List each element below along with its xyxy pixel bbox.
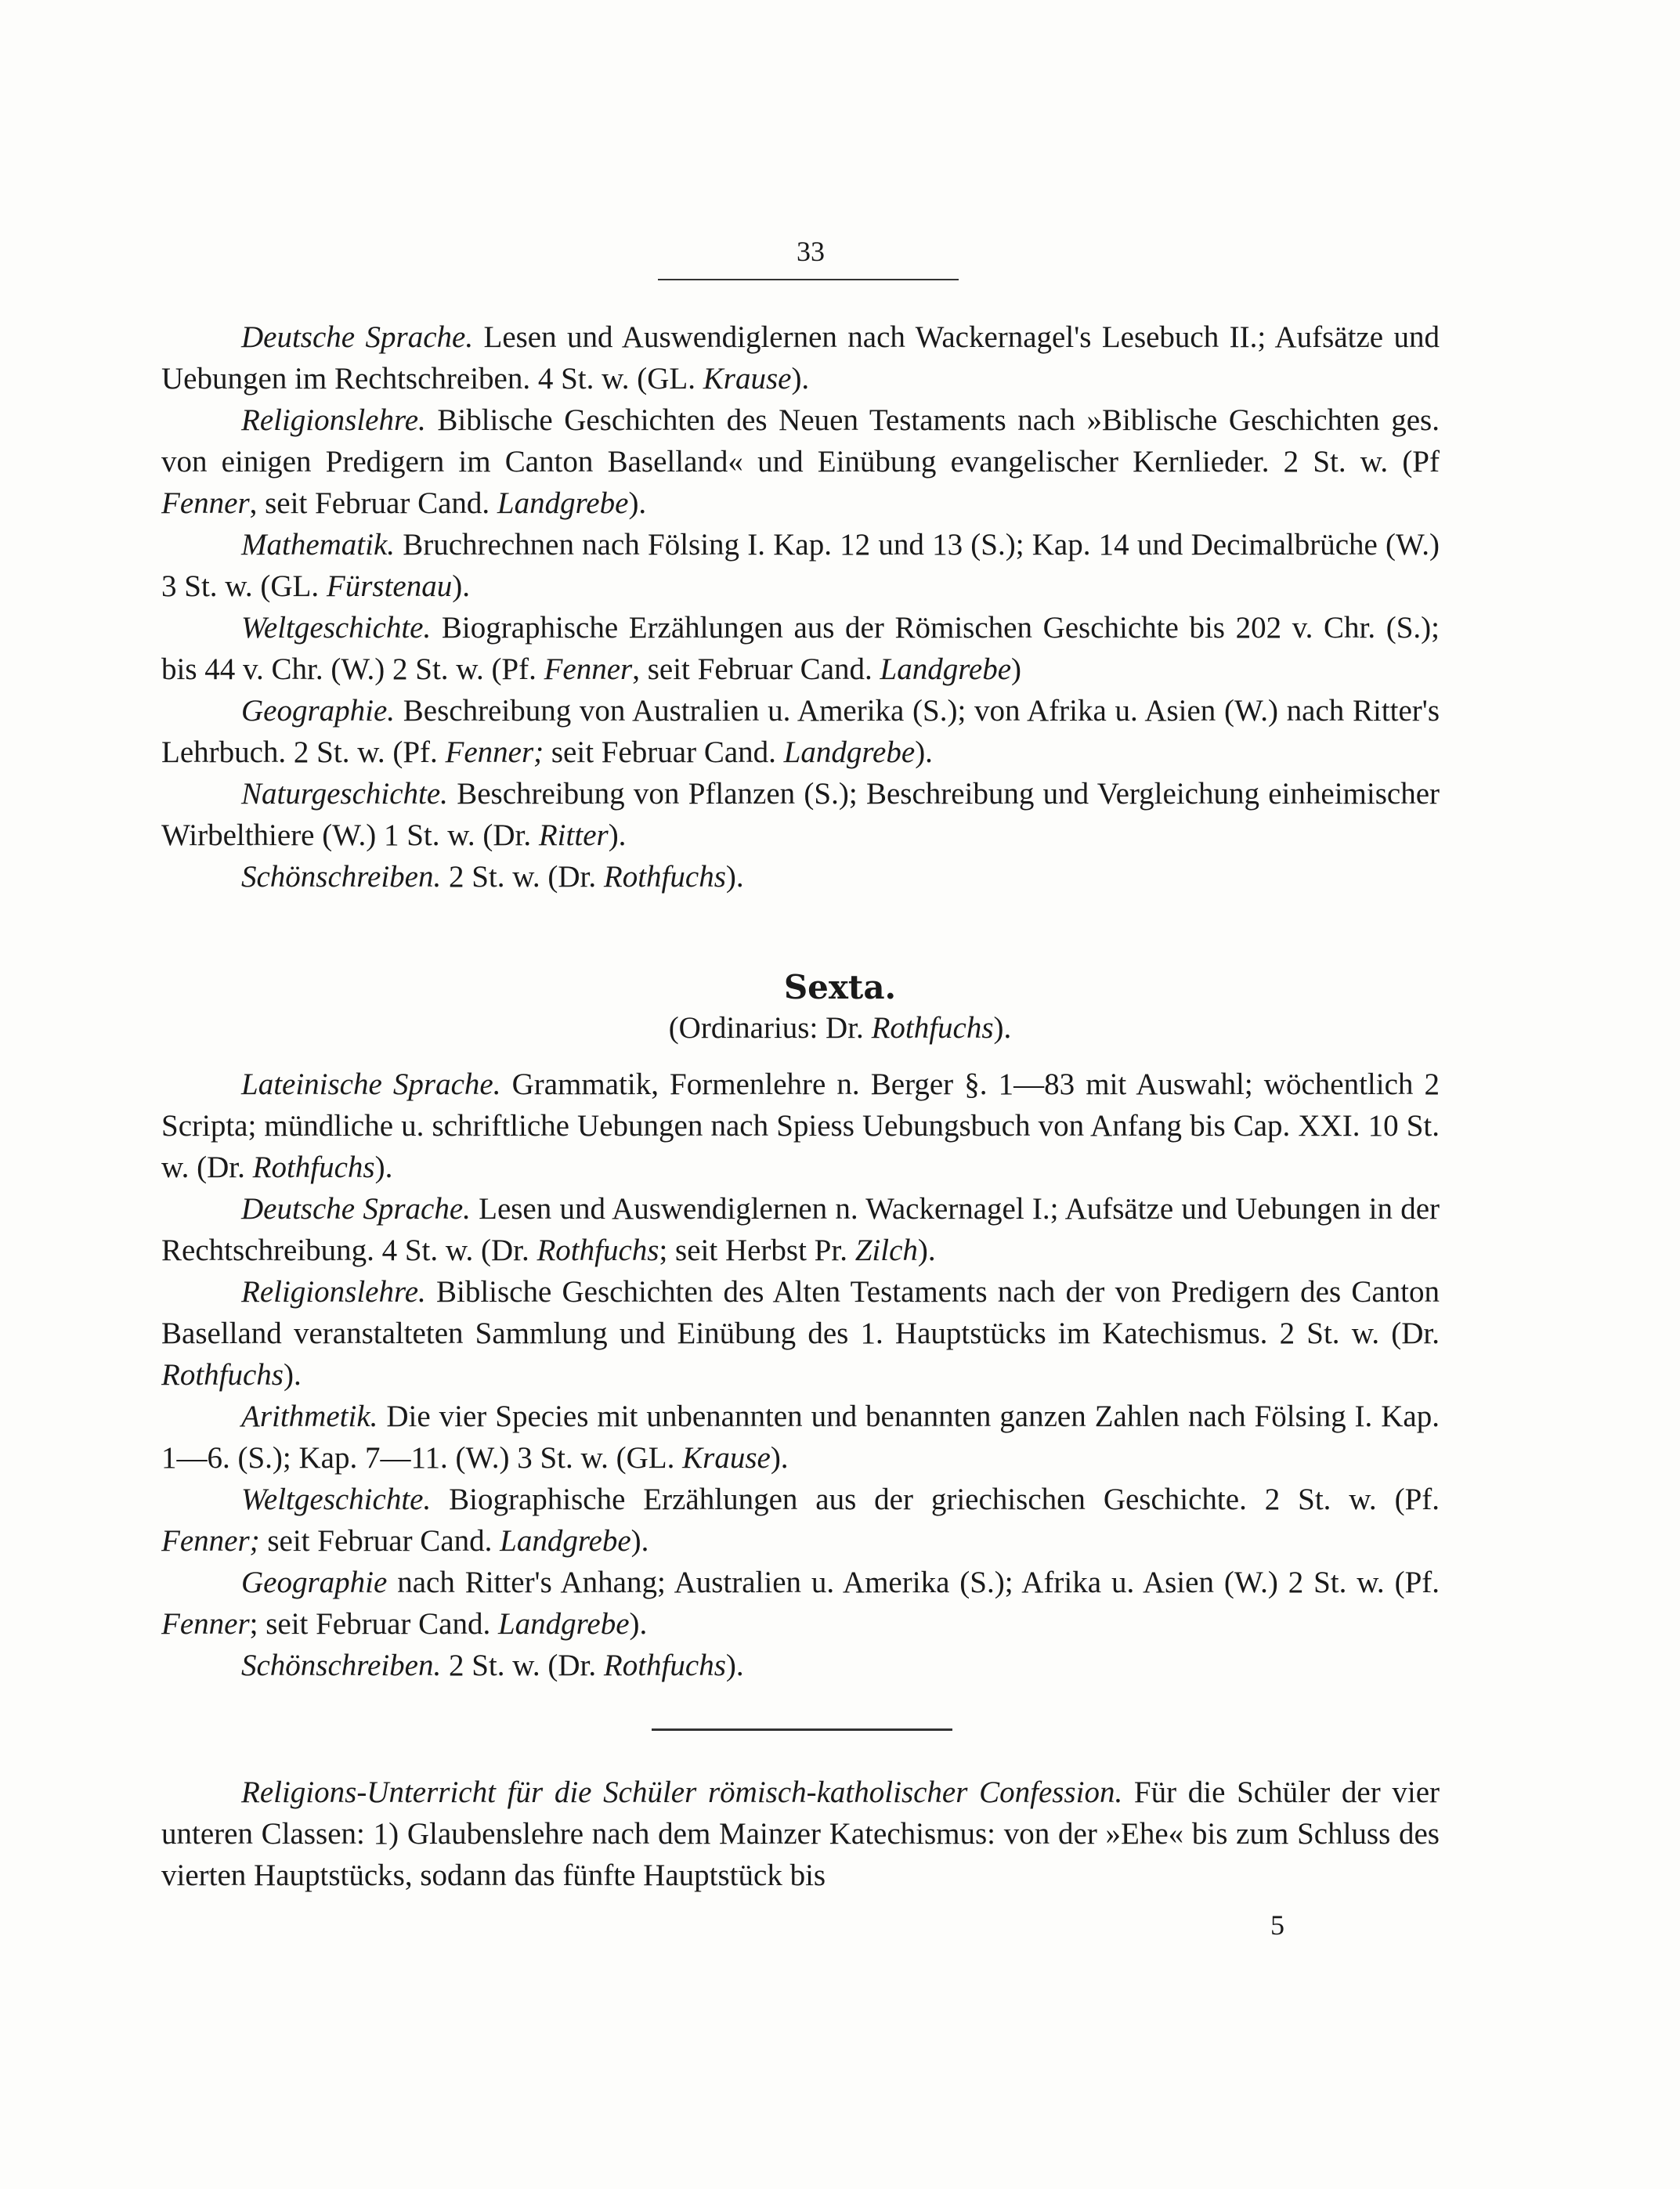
entry-text: Die vier Species mit unbenannten und benannten ganzen Zahlen nach Fölsing I. Kap. 1—6. (S.); Kap. 7—11. (W.) 3 St. w. (GL. <box>161 1400 1440 1475</box>
entry-text: Lesen und Auswendiglernen nach Wackernagel's Lesebuch II.; Aufsätze und Uebungen im Rechtschreiben. 4 St. w. (GL. <box>161 320 1440 396</box>
entry-tail: ). <box>374 1150 393 1184</box>
subject-label: Deutsche Sprache. <box>241 1192 471 1226</box>
teacher-name: Fenner; <box>161 1524 260 1558</box>
catholic-religion-section <box>161 1772 1440 1896</box>
entry-text: Biblische Geschichten des Alten Testaments nach der von Predigern des Canton Baselland veranstalteten Sammlung und Einübung des 1. Hauptstücks im Katechismus. 2 St. w. (Dr. <box>161 1275 1440 1350</box>
entry-tail: ). <box>791 362 810 396</box>
teacher-name: Fenner; <box>445 735 544 769</box>
signature-mark: 5 <box>1270 1909 1284 1941</box>
entry-text: 2 St. w. (Dr. <box>441 1649 604 1682</box>
entry-mid: ; seit Februar Cand. <box>249 1607 498 1641</box>
teacher-name: Rothfuchs <box>537 1234 659 1267</box>
curriculum-entry <box>161 607 1440 690</box>
section-divider <box>652 1728 952 1731</box>
section-heading-sexta: Sexta. <box>783 968 897 1006</box>
entry-tail: ). <box>915 735 933 769</box>
teacher-name: Ritter <box>538 818 609 852</box>
teacher-name: Fenner <box>161 1607 250 1641</box>
entry-tail: ). <box>917 1234 936 1267</box>
page-number: 33 <box>797 236 825 267</box>
entry-text: Biographische Erzählungen aus der griechischen Geschichte. 2 St. w. (Pf. <box>431 1483 1440 1516</box>
sexta-curriculum <box>161 1064 1440 1686</box>
teacher-name: Rothfuchs <box>252 1150 375 1184</box>
subject-label: Deutsche Sprache. <box>241 320 474 354</box>
teacher-name: Krause <box>682 1441 771 1475</box>
entry-tail: ). <box>770 1441 789 1475</box>
subject-label: Weltgeschichte. <box>241 1483 432 1516</box>
class-five-curriculum <box>161 316 1440 898</box>
entry-mid: ; seit Herbst Pr. <box>659 1234 855 1267</box>
ordinarius-name: Rothfuchs <box>871 1011 994 1045</box>
entry-text: Lesen und Auswendiglernen n. Wackernagel I.; Aufsätze und Uebungen in der Rechtschreibung. 4 St. w. (Dr. <box>161 1192 1440 1267</box>
teacher-name-2: Zilch <box>854 1234 918 1267</box>
curriculum-entry <box>161 1562 1440 1645</box>
subject-label: Arithmetik. <box>241 1400 378 1433</box>
curriculum-entry <box>161 1064 1440 1188</box>
entry-text: Für die Schüler der vier unteren Classen: 1) Glaubenslehre nach dem Mainzer Katechismus: von der »Ehe« bis zum Schluss des vierten Hauptstücks, sodann das fünfte Hauptstück bis <box>161 1775 1440 1892</box>
entry-mid: seit Februar Cand. <box>259 1524 500 1558</box>
entry-text: Biographische Erzählungen aus der Römischen Geschichte bis 202 v. Chr. (S.); bis 44 v. Chr. (W.) 2 St. w. (Pf. <box>161 611 1440 686</box>
curriculum-entry <box>161 1188 1440 1271</box>
teacher-name-2: Landgrebe <box>783 735 916 769</box>
teacher-name: Rothfuchs <box>603 1649 726 1682</box>
teacher-name: Rothfuchs <box>603 860 726 894</box>
entry-text: Biblische Geschichten des Neuen Testaments nach »Biblische Geschichten ges. von einigen Predigern im Canton Baselland« und Einübung evangelischer Kernlieder. 2 St. w. (Pf <box>161 403 1440 479</box>
teacher-name-2: Landgrebe <box>500 1524 631 1558</box>
curriculum-entry <box>161 524 1440 607</box>
subject-label: Lateinische Sprache. <box>241 1067 501 1101</box>
entry-tail: ) <box>1011 652 1022 686</box>
curriculum-entry <box>161 1396 1440 1479</box>
entry-tail: ). <box>725 860 744 894</box>
teacher-name: Fenner <box>544 652 633 686</box>
entry-tail: ). <box>283 1358 302 1392</box>
subject-label: Weltgeschichte. <box>241 611 432 645</box>
ordinarius-line <box>0 1010 1680 1046</box>
teacher-name: Rothfuchs <box>161 1358 284 1392</box>
subject-label: Geographie. <box>241 694 396 728</box>
subject-label: Religions-Unterricht für die Schüler römisch-katholischer Confession. <box>241 1775 1123 1809</box>
curriculum-entry <box>161 399 1440 524</box>
entry-text: Grammatik, Formenlehre n. Berger §. 1—83 mit Auswahl; wöchentlich 2 Scripta; mündliche u. schriftliche Uebungen nach Spiess Uebungsbuch von Anfang bis Cap. XXI. 10 St. w. (Dr. <box>161 1067 1440 1184</box>
entry-text: Bruchrechnen nach Fölsing I. Kap. 12 und 13 (S.); Kap. 14 und Decimalbrüche (W.) 3 St. w. (GL. <box>161 528 1440 603</box>
entry-mid: , seit Februar Cand. <box>632 652 880 686</box>
entry-text: nach Ritter's Anhang; Australien u. Amerika (S.); Afrika u. Asien (W.) 2 St. w. (Pf. <box>387 1566 1440 1599</box>
curriculum-entry <box>161 316 1440 399</box>
entry-tail: ). <box>725 1649 744 1682</box>
curriculum-entry <box>161 1645 1440 1686</box>
curriculum-entry <box>161 1479 1440 1562</box>
ordinarius-suffix: ). <box>993 1011 1012 1045</box>
teacher-name: Krause <box>703 362 792 396</box>
subject-label: Religionslehre. <box>241 1275 426 1309</box>
curriculum-entry <box>161 690 1440 773</box>
teacher-name-2: Landgrebe <box>497 1607 630 1641</box>
entry-text: 2 St. w. (Dr. <box>441 860 604 894</box>
entry-mid: seit Februar Cand. <box>544 735 784 769</box>
entry-mid: , seit Februar Cand. <box>249 486 497 520</box>
entry-tail: ). <box>608 818 627 852</box>
entry-text: Beschreibung von Australien u. Amerika (S.); von Afrika u. Asien (W.) nach Ritter's Lehrbuch. 2 St. w. (Pf. <box>161 694 1440 769</box>
header-rule <box>658 279 959 280</box>
teacher-name: Fürstenau <box>326 569 453 603</box>
ordinarius-prefix: (Ordinarius: Dr. <box>668 1011 872 1045</box>
curriculum-entry <box>161 856 1440 898</box>
subject-label: Geographie <box>241 1566 388 1599</box>
subject-label: Schönschreiben. <box>241 1649 442 1682</box>
subject-label: Mathematik. <box>241 528 396 562</box>
entry-tail: ). <box>629 1607 648 1641</box>
entry-text: Beschreibung von Pflanzen (S.); Beschreibung und Vergleichung einheimischer Wirbelthiere (W.) 1 St. w. (Dr. <box>161 777 1440 852</box>
entry-tail: ). <box>628 486 647 520</box>
curriculum-entry <box>161 773 1440 856</box>
subject-label: Religionslehre. <box>241 403 426 437</box>
teacher-name: Fenner <box>161 486 250 520</box>
entry-tail: ). <box>452 569 470 603</box>
teacher-name-2: Landgrebe <box>497 486 629 520</box>
teacher-name-2: Landgrebe <box>880 652 1012 686</box>
subject-label: Naturgeschichte. <box>241 777 448 811</box>
curriculum-entry <box>161 1772 1440 1896</box>
curriculum-entry <box>161 1271 1440 1396</box>
subject-label: Schönschreiben. <box>241 860 442 894</box>
entry-tail: ). <box>630 1524 649 1558</box>
